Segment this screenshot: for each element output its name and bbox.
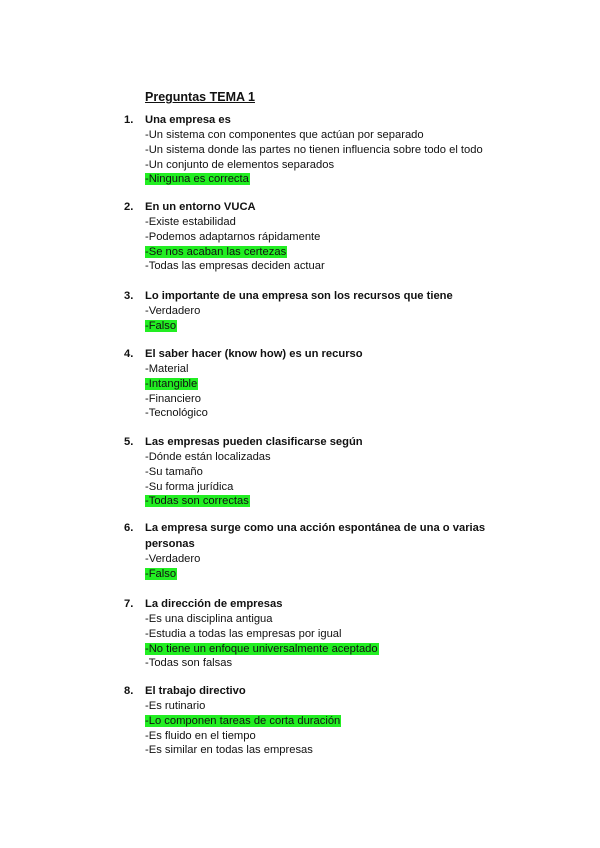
option-text: -Un conjunto de elementos separados [145, 158, 335, 171]
option-list [145, 450, 494, 509]
question-item [124, 683, 494, 758]
option-text: -Podemos adaptarnos rápidamente [145, 230, 321, 243]
question-heading [124, 683, 494, 699]
answer-option [145, 699, 494, 714]
option-list [145, 362, 494, 421]
option-text: -Todas las empresas deciden actuar [145, 260, 325, 273]
answer-option [145, 656, 494, 671]
question-number: 5. [124, 436, 134, 448]
question-text: La dirección de empresas [145, 598, 283, 610]
option-text: -Material [145, 363, 189, 375]
option-text: -Tecnológico [145, 407, 208, 420]
answer-option [145, 743, 494, 758]
answer-option [145, 215, 494, 230]
correct-answer-option [145, 377, 494, 392]
answer-option [145, 480, 494, 495]
option-text: -Financiero [145, 392, 201, 405]
question-heading [124, 288, 494, 304]
option-text: -Todas son falsas [145, 657, 233, 670]
answer-option [145, 465, 494, 480]
question-text: En un entorno VUCA [145, 201, 256, 213]
option-list [145, 552, 494, 582]
question-heading [124, 346, 494, 362]
answer-option [145, 450, 494, 465]
question-text: Una empresa es [145, 114, 231, 126]
option-list [145, 215, 494, 274]
correct-answer-option [145, 642, 494, 657]
correct-answer-option [145, 172, 494, 187]
page-title: Preguntas TEMA 1 [145, 90, 255, 104]
correct-answer-option [145, 319, 494, 334]
option-text: -Es rutinario [145, 700, 206, 712]
question-text: La empresa surge como una acción espontánea de una o varias personas [145, 522, 486, 550]
question-heading [124, 520, 494, 552]
question-item [124, 346, 494, 421]
question-item [124, 288, 494, 334]
answer-option [145, 230, 494, 245]
question-text: Las empresas pueden clasificarse según [145, 436, 363, 448]
question-item [124, 520, 494, 582]
answer-option [145, 392, 494, 407]
option-list [145, 128, 494, 187]
option-text: -Es una disciplina antigua [145, 613, 273, 625]
question-heading [124, 199, 494, 215]
option-text: -No tiene un enfoque universalmente aceptado [145, 642, 378, 655]
option-text: -Existe estabilidad [145, 216, 236, 228]
answer-option [145, 729, 494, 744]
question-number: 4. [124, 348, 134, 360]
option-text: -Un sistema donde las partes no tienen influencia sobre todo el todo [145, 143, 483, 156]
question-number: 8. [124, 685, 134, 697]
option-text: -Falso [145, 567, 177, 580]
option-text: -Verdadero [145, 553, 201, 565]
question-text: El saber hacer (know how) es un recurso [145, 348, 363, 360]
question-item [124, 112, 494, 187]
question-number: 7. [124, 598, 134, 610]
option-text: -Dónde están localizadas [145, 451, 271, 463]
question-heading [124, 112, 494, 128]
option-list [145, 699, 494, 758]
option-text: -Verdadero [145, 305, 201, 317]
correct-answer-option [145, 245, 494, 260]
option-text: -Su forma jurídica [145, 480, 234, 493]
correct-answer-option [145, 714, 494, 729]
option-text: -Falso [145, 319, 177, 332]
answer-option [145, 406, 494, 421]
answer-option [145, 362, 494, 377]
answer-option [145, 128, 494, 143]
option-text: -Un sistema con componentes que actúan por separado [145, 129, 424, 141]
question-number: 1. [124, 114, 134, 126]
question-item [124, 596, 494, 671]
option-text: -Lo componen tareas de corta duración [145, 714, 341, 727]
question-text: Lo importante de una empresa son los recursos que tiene [145, 290, 453, 302]
answer-option [145, 259, 494, 274]
question-text: El trabajo directivo [145, 685, 246, 697]
question-number: 2. [124, 201, 134, 213]
answer-option [145, 304, 494, 319]
option-text: -Ninguna es correcta [145, 173, 249, 186]
correct-answer-option [145, 567, 494, 582]
question-number: 6. [124, 522, 134, 534]
option-text: -Intangible [145, 377, 198, 390]
answer-option [145, 143, 494, 158]
correct-answer-option [145, 494, 494, 509]
question-item [124, 434, 494, 509]
option-text: -Su tamaño [145, 465, 203, 478]
option-text: -Se nos acaban las certezas [145, 245, 287, 258]
option-text: -Estudia a todas las empresas por igual [145, 627, 342, 640]
answer-option [145, 552, 494, 567]
answer-option [145, 627, 494, 642]
question-item [124, 199, 494, 274]
option-text: -Todas son correctas [145, 495, 249, 508]
option-list [145, 304, 494, 334]
question-heading [124, 596, 494, 612]
question-number: 3. [124, 290, 134, 302]
option-text: -Es fluido en el tiempo [145, 729, 256, 742]
answer-option [145, 158, 494, 173]
option-text: -Es similar en todas las empresas [145, 744, 313, 757]
answer-option [145, 612, 494, 627]
option-list [145, 612, 494, 671]
question-heading [124, 434, 494, 450]
